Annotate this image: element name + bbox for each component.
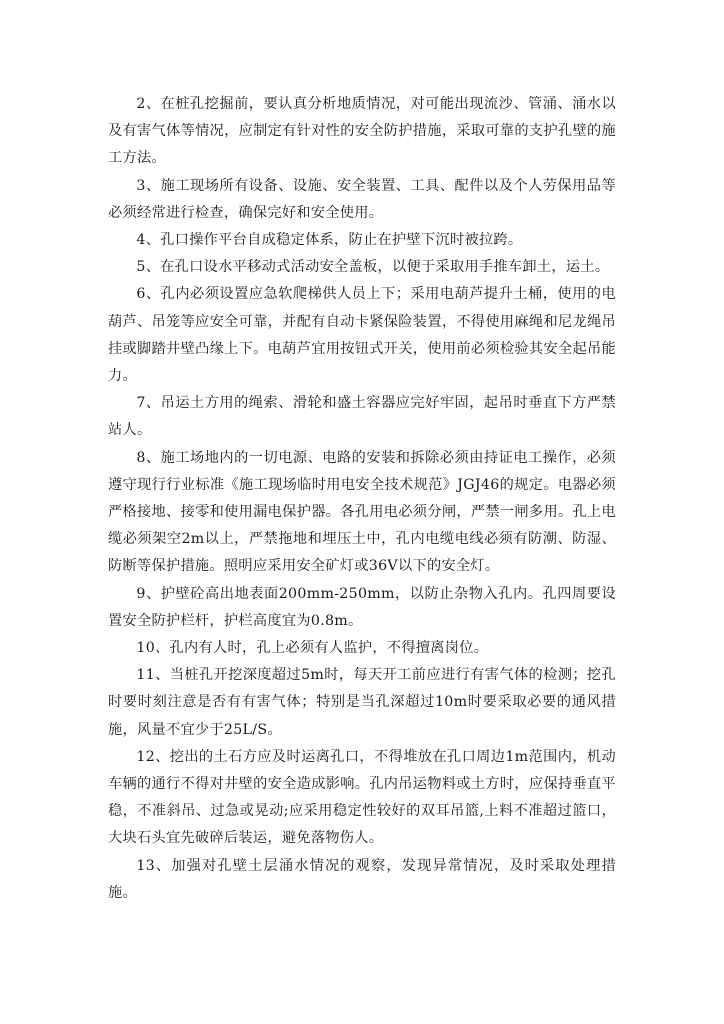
paragraph-item-2: 2、在桩孔挖掘前，要认真分析地质情况，对可能出现流沙、管涌、涌水以及有害气体等情况，应制定有针对性的安全防护措施，采取可靠的支护孔壁的施工方法。 bbox=[108, 96, 616, 167]
paragraph-item-11: 11、当桩孔开挖深度超过5m时，每天开工前应进行有害气体的检测；挖孔时要时刻注意是否有有害气体；特别是当孔深超过10m时要采取必要的通风措施，风量不宜少于25L/S。 bbox=[108, 667, 616, 738]
paragraph-item-3: 3、施工现场所有设备、设施、安全装置、工具、配件以及个人劳保用品等必须经常进行检查，确保完好和安全使用。 bbox=[108, 177, 616, 221]
paragraph-item-9: 9、护壁砼高出地表面200mm-250mm，以防止杂物入孔内。孔四周要设置安全防护栏杆，护栏高度宜为0.8m。 bbox=[108, 585, 616, 629]
paragraph-item-12: 12、挖出的土石方应及时运离孔口，不得堆放在孔口周边1m范围内，机动车辆的通行不得对井壁的安全造成影响。孔内吊运物料或土方时，应保持垂直平稳，不准斜吊、过急或晃动;应采用稳定性较好的双耳吊篮,上料不准超过篮口，大块石头宜先破碎后装运，避免落物伤人。 bbox=[108, 748, 616, 847]
paragraph-item-13: 13、加强对孔壁土层涌水情况的观察，发现异常情况，及时采取处理措施。 bbox=[108, 857, 616, 901]
paragraph-item-5: 5、在孔口设水平移动式活动安全盖板，以便于采取用手推车卸土，运土。 bbox=[136, 259, 610, 276]
paragraph-item-4: 4、孔口操作平台自成稳定体系，防止在护壁下沉时被拉跨。 bbox=[136, 232, 523, 249]
paragraph-item-6: 6、孔内必须设置应急软爬梯供人员上下；采用电葫芦提升土桶，使用的电葫芦、吊笼等应安全可靠，并配有自动卡紧保险装置，不得使用麻绳和尼龙绳吊挂或脚踏井壁凸缘上下。电葫芦宜用按钮式开关，使用前必须检验其安全起吊能力。 bbox=[108, 286, 616, 385]
paragraph-item-7: 7、吊运土方用的绳索、滑轮和盛土容器应完好牢固，起吊时垂直下方严禁站人。 bbox=[108, 395, 616, 439]
paragraph-item-8: 8、施工场地内的一切电源、电路的安装和拆除必须由持证电工操作，必须遵守现行行业标准《施工现场临时用电安全技术规范》JGJ46的规定。电器必须严格接地、接零和使用漏电保护器。各孔用电必须分闸，严禁一闸多用。孔上电缆必须架空2m以上，严禁拖地和埋压土中，孔内电缆电线必须有防潮、防湿、防断等保护措施。照明应采用安全矿灯或36V以下的安全灯。 bbox=[108, 449, 616, 575]
document-body bbox=[108, 91, 616, 907]
paragraph-item-10: 10、孔内有人时，孔上必须有人监护，不得擅离岗位。 bbox=[136, 640, 489, 657]
